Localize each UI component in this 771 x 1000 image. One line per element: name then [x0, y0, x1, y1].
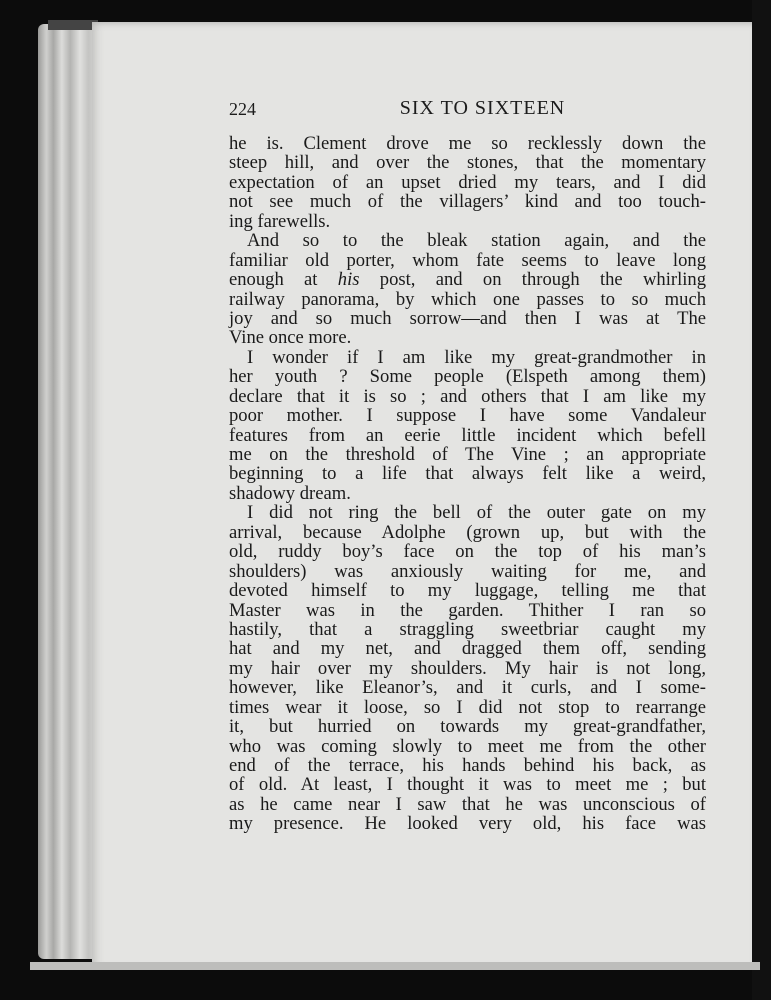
text-segment: enough at	[229, 269, 338, 291]
page-bottom-edge	[30, 962, 760, 970]
text-line: who was coming slowly to meet me from the other	[229, 735, 706, 757]
text-line: railway panorama, by which one passes to so much	[229, 288, 706, 310]
text-line: ing farewells.	[229, 210, 331, 232]
page-header	[229, 97, 706, 121]
text-line: of old. At least, I thought it was to meet me ; but	[229, 774, 706, 796]
italic-word: his	[337, 269, 360, 291]
text-line: declare that it is so ; and others that I am like my	[229, 385, 706, 407]
text-line: devoted himself to my luggage, telling me that	[229, 580, 706, 602]
text-line	[229, 270, 706, 289]
body-text	[229, 134, 706, 834]
text-line: I wonder if I am like my great-grandmother in	[247, 346, 706, 368]
text-line: familiar old porter, whom fate seems to leave long	[229, 249, 706, 271]
text-line: my presence. He looked very old, his face was	[229, 813, 706, 835]
text-line: joy and so much sorrow—and then I was at The	[229, 307, 706, 329]
text-line: hat and my net, and dragged them off, sending	[229, 638, 706, 660]
running-head: SIX TO SIXTEEN	[399, 97, 566, 119]
text-line: however, like Eleanor’s, and it curls, and I some-	[229, 677, 706, 699]
text-segment: post, and on through the whirling	[359, 269, 706, 291]
text-line: shoulders) was anxiously waiting for me, and	[229, 560, 706, 582]
text-line: end of the terrace, his hands behind his back, as	[229, 755, 706, 776]
paragraph	[229, 134, 706, 231]
text-line: times wear it loose, so I did not stop to rearrange	[229, 696, 706, 718]
text-line: it, but hurried on towards my great-grandfather,	[229, 716, 706, 738]
text-line: as he came near I saw that he was unconscious of	[229, 793, 706, 815]
text-line: hastily, that a straggling sweetbriar caught my	[229, 618, 706, 640]
text-line: me on the threshold of The Vine ; an appropriate	[229, 444, 706, 465]
background-right	[752, 0, 771, 1000]
paragraph	[229, 348, 706, 504]
text-line: Master was in the garden. Thither I ran so	[229, 599, 706, 621]
text-line: I did not ring the bell of the outer gate on my	[247, 502, 706, 524]
binding-top	[48, 20, 98, 30]
text-line: arrival, because Adolphe (grown up, but with the	[229, 521, 706, 543]
text-line: features from an eerie little incident which befell	[229, 424, 706, 446]
text-line: Vine once more.	[229, 327, 352, 349]
text-line: And so to the bleak station again, and the	[247, 230, 706, 252]
text-line: expectation of an upset dried my tears, and I did	[229, 171, 706, 193]
text-line: he is. Clement drove me so recklessly down the	[229, 133, 706, 154]
text-line: poor mother. I suppose I have some Vandaleur	[229, 405, 706, 427]
text-line: beginning to a life that always felt like a weird,	[229, 463, 706, 485]
text-line: not see much of the villagers’ kind and too touch-	[229, 191, 706, 213]
text-line: my hair over my shoulders. My hair is not long,	[229, 657, 706, 679]
paragraph	[229, 503, 706, 833]
text-line: shadowy dream.	[229, 482, 351, 504]
text-line: steep hill, and over the stones, that the momentary	[229, 152, 706, 174]
paragraph	[229, 231, 706, 348]
page-number: 224	[229, 99, 256, 119]
text-line: old, ruddy boy’s face on the top of his man’s	[229, 541, 706, 563]
text-line: her youth ? Some people (Elspeth among them)	[229, 366, 706, 388]
